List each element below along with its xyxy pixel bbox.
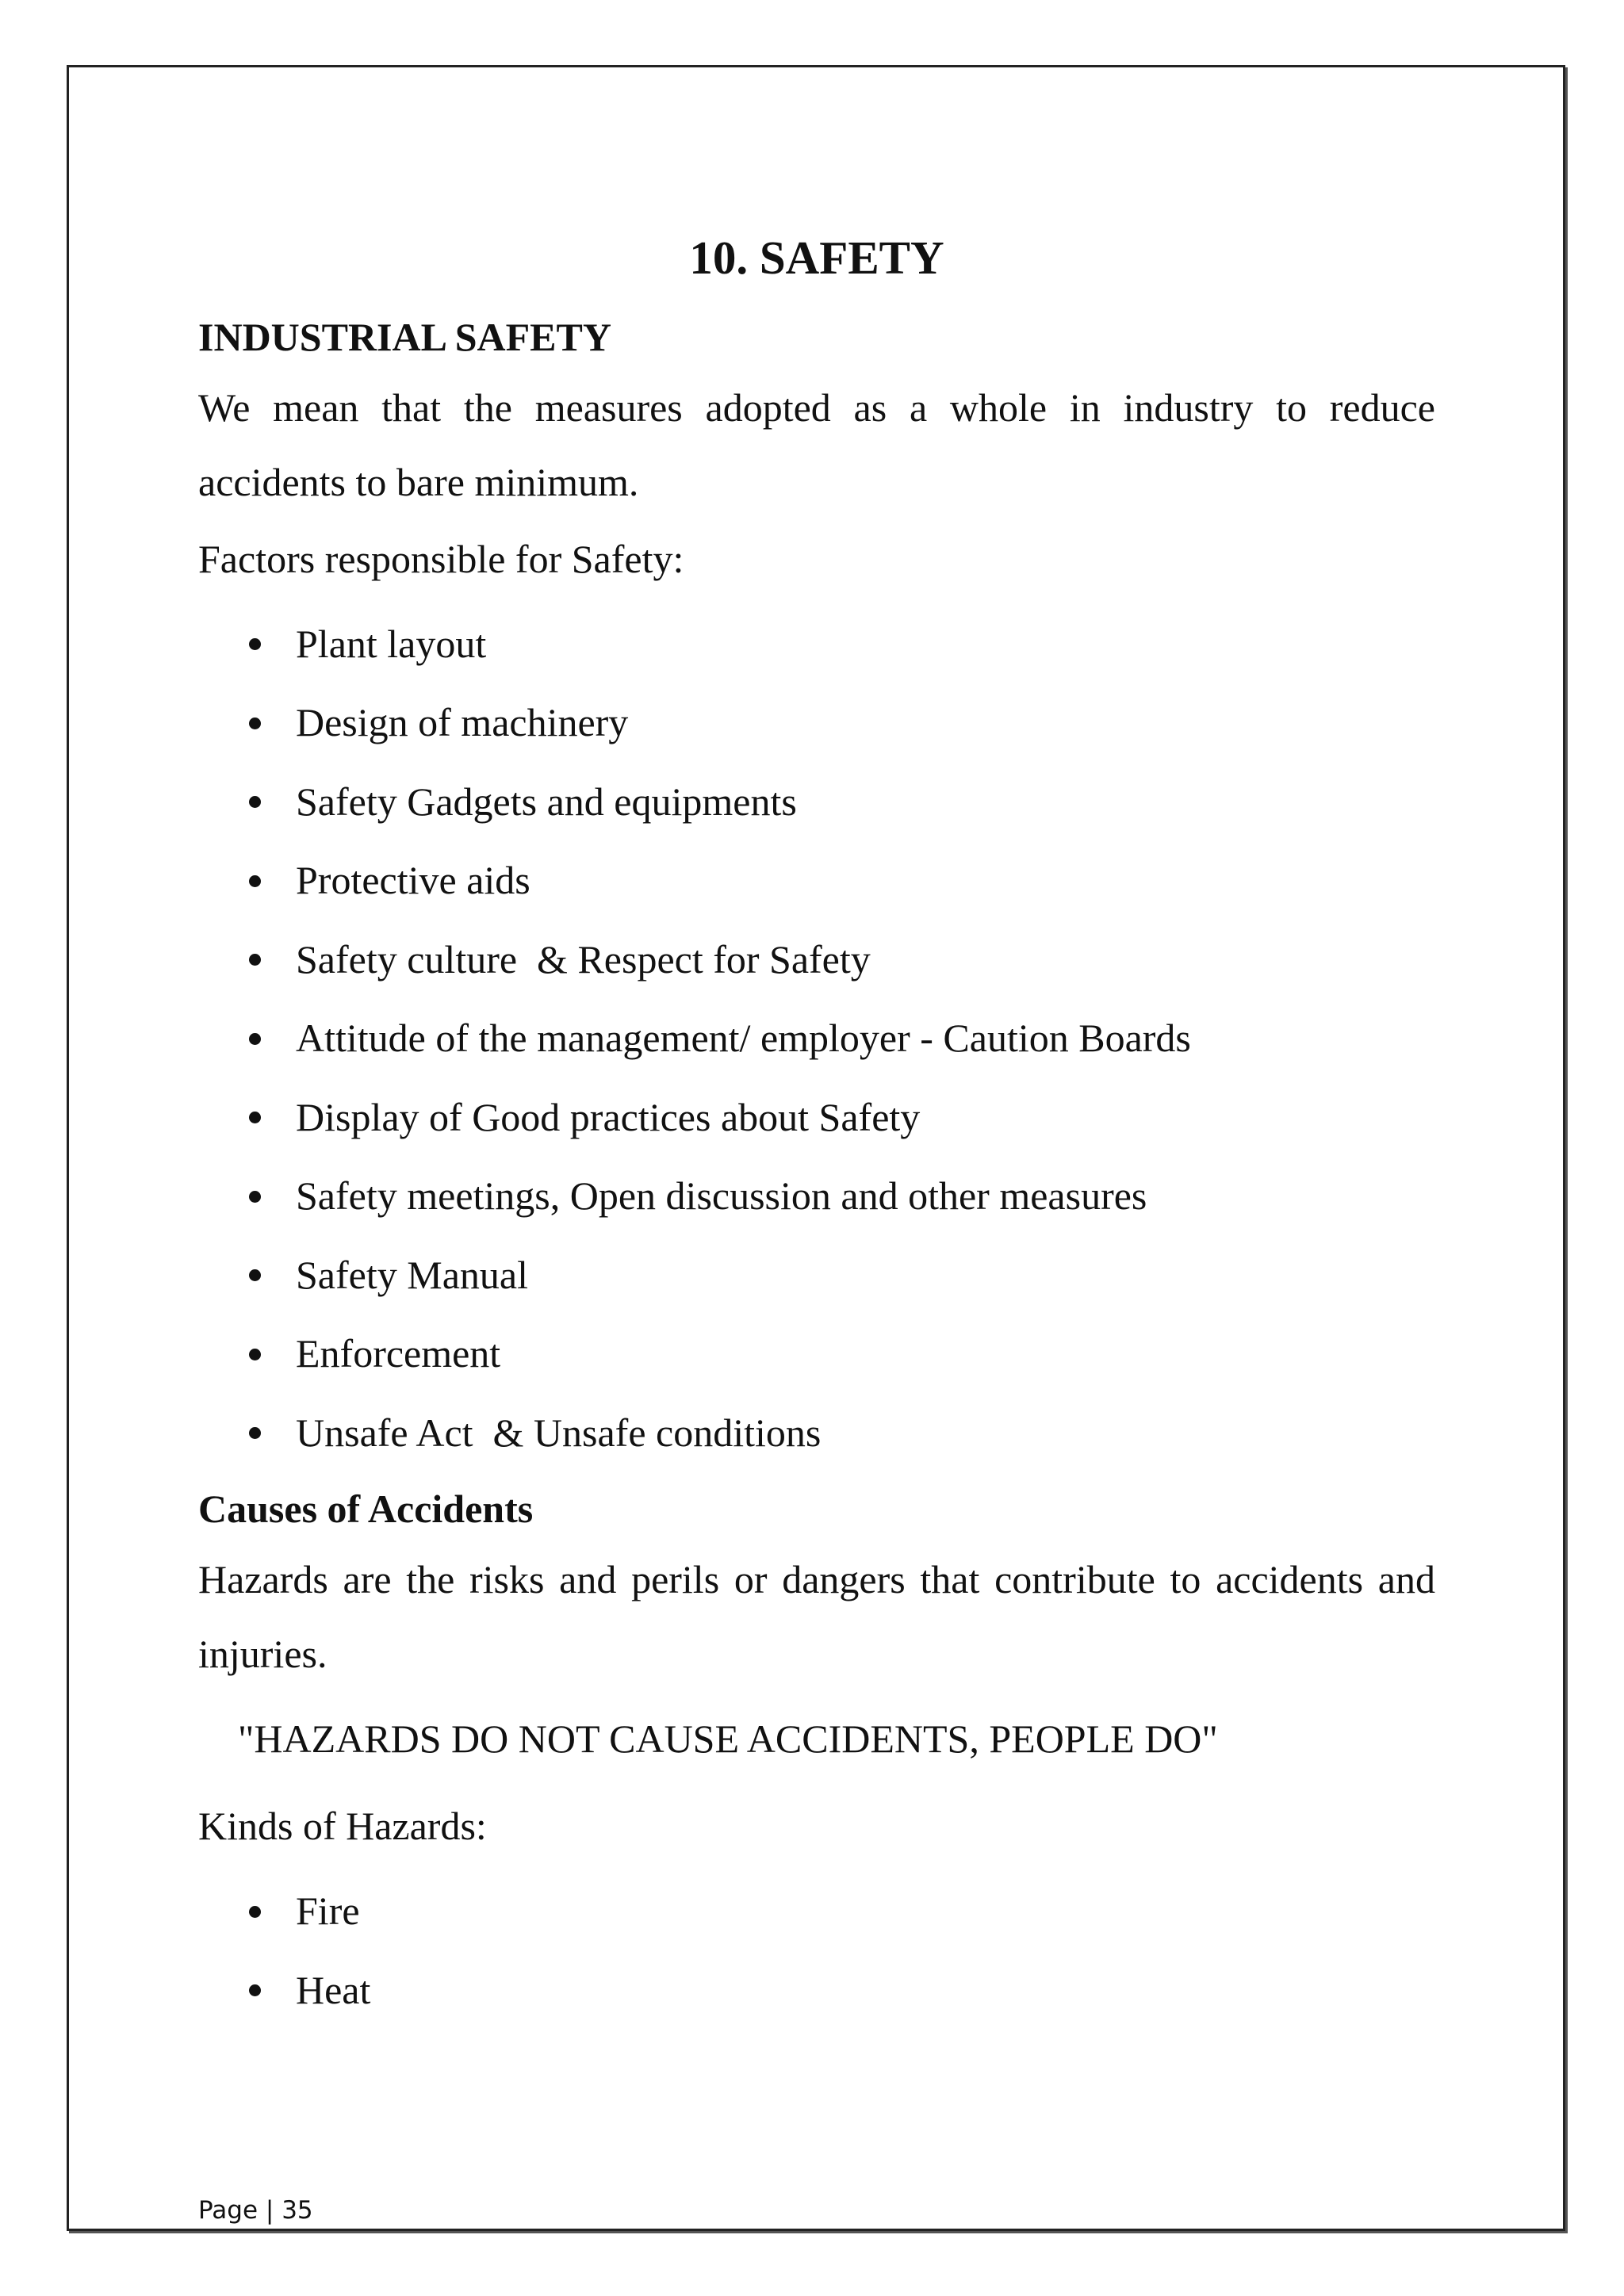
bullet-icon <box>249 796 261 808</box>
causes-definition: Hazards are the risks and perils or dangers that contribute to accidents and injuries. <box>198 1557 1435 1677</box>
list-item <box>249 1236 1435 1315</box>
list-item-text: Safety Gadgets and equipments <box>296 779 797 824</box>
list-item <box>249 1394 1435 1473</box>
list-item-text: Enforcement <box>296 1331 501 1376</box>
list-item <box>249 841 1435 920</box>
list-item <box>249 1078 1435 1158</box>
list-item-text: Protective aids <box>296 858 530 903</box>
list-item-text: Design of machinery <box>296 700 629 745</box>
hazards-lead: Kinds of Hazards: <box>198 1804 487 1849</box>
chapter-title: 10. SAFETY <box>689 232 944 284</box>
bullet-icon <box>249 1906 261 1918</box>
list-item <box>249 999 1435 1078</box>
list-item-text: Display of Good practices about Safety <box>296 1094 921 1139</box>
list-item-text: Fire <box>296 1888 360 1934</box>
list-item-text: Safety culture & Respect for Safety <box>296 936 871 982</box>
page-footer: Page | 35 <box>198 2196 313 2225</box>
bullet-icon <box>249 875 261 887</box>
industrial-safety-heading: INDUSTRIAL SAFETY <box>198 314 611 359</box>
bullet-icon <box>249 638 261 650</box>
list-item <box>249 763 1435 842</box>
industrial-safety-definition: We mean that the measures adopted as a whole in industry to reduce accidents to bare minimum. <box>198 385 1435 504</box>
bullet-icon <box>249 718 261 729</box>
factors-lead: Factors responsible for Safety: <box>198 536 684 581</box>
hazards-quote: "HAZARDS DO NOT CAUSE ACCIDENTS, PEOPLE DO" <box>238 1716 1218 1762</box>
list-item-text: Attitude of the management/ employer - Caution Boards <box>296 1016 1191 1061</box>
bullet-icon <box>249 1349 261 1360</box>
list-item <box>249 920 1435 1000</box>
page-content <box>198 230 1435 2042</box>
list-item-text: Heat <box>296 1967 371 2012</box>
factors-list <box>198 605 1435 1473</box>
list-item-text: Safety meetings, Open discussion and other measures <box>296 1173 1147 1219</box>
bullet-icon <box>249 954 261 966</box>
list-item <box>249 1314 1435 1394</box>
list-item <box>249 1951 1435 2030</box>
list-item <box>249 683 1435 763</box>
causes-heading: Causes of Accidents <box>198 1487 534 1532</box>
bullet-icon <box>249 1427 261 1439</box>
list-item-text: Unsafe Act & Unsafe conditions <box>296 1410 822 1455</box>
list-item <box>249 1157 1435 1236</box>
bullet-icon <box>249 1112 261 1123</box>
bullet-icon <box>249 1984 261 1996</box>
list-item-text: Safety Manual <box>296 1252 528 1297</box>
list-item-text: Plant layout <box>296 621 487 666</box>
list-item <box>249 1872 1435 1951</box>
bullet-icon <box>249 1191 261 1203</box>
bullet-icon <box>249 1269 261 1281</box>
hazards-list <box>198 1872 1435 2030</box>
list-item <box>249 605 1435 684</box>
bullet-icon <box>249 1033 261 1045</box>
